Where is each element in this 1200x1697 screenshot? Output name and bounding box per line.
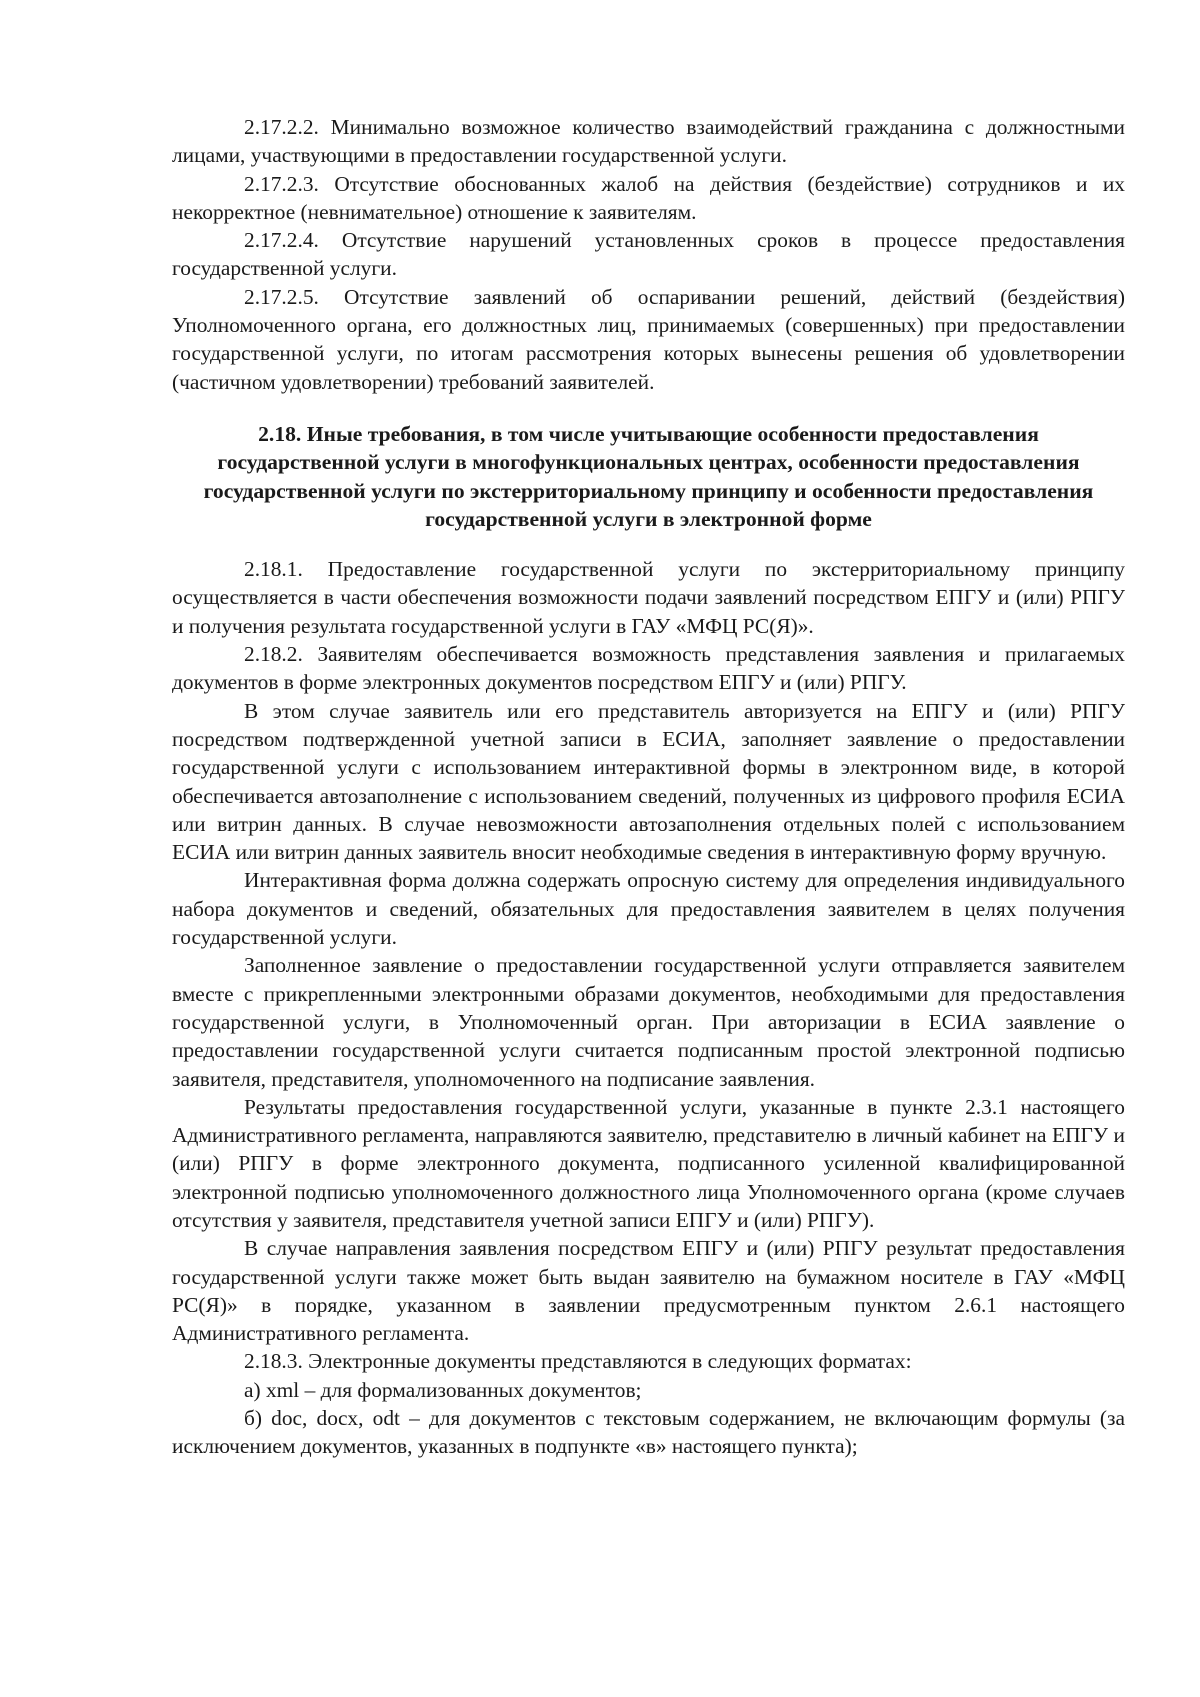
paragraph-2-17-2-5: 2.17.2.5. Отсутствие заявлений об оспаривании решений, действий (бездействия) Уполномоченного органа, его должностных лиц, принимаемых (совершенных) при предоставлении государственной услуги, по итогам рассмотрения которых вынесены решения об удовлетворении (частичном удовлетворении) требований заявителей. <box>172 284 1125 394</box>
section-heading-2-18: 2.18. Иные требования, в том числе учитывающие особенности предоставления государственной услуги в многофункциональных центрах, особенности предоставления государственной услуги по экстерриториальному принципу и особенности предоставления государственной услуги в электронной форме <box>203 421 1094 531</box>
paragraph-2-17-2-4: 2.17.2.4. Отсутствие нарушений установленных сроков в процессе предоставления государственной услуги. <box>172 228 1125 281</box>
paragraph-results: Результаты предоставления государственной услуги, указанные в пункте 2.3.1 настоящего Административного регламента, направляются заявителю, представителю в личный кабинет на ЕПГУ и (или) РПГУ в форме электронного документа, подписанного усиленной квалифицированной электронной подписью уполномоченного должностного лица Уполномоченного органа (кроме случаев отсутствия у заявителя, представителя учетной записи ЕПГУ и (или) РПГУ). <box>172 1094 1125 1232</box>
paragraph-2-18-1: 2.18.1. Предоставление государственной услуги по экстерриториальному принципу осуществляется в части обеспечения возможности подачи заявлений посредством ЕПГУ и (или) РПГУ и получения результата государственной услуги в ГАУ «МФЦ РС(Я)». <box>172 557 1125 638</box>
paragraph-interactive-form: Интерактивная форма должна содержать опросную систему для определения индивидуального набора документов и сведений, обязательных для предоставления заявителем в целях получения государственной услуги. <box>172 868 1125 950</box>
list-item-b: б) doc, docx, odt – для документов с текстовым содержанием, не включающим формулы (за исключением документов, указанных в подпункте «в» настоящего пункта); <box>172 1406 1125 1459</box>
paragraph-authorization: В этом случае заявитель или его представитель авторизуется на ЕПГУ и (или) РПГУ посредством подтвержденной учетной записи в ЕСИА, заполняет заявление о предоставлении государственной услуги с использованием интерактивной формы в электронном виде, в которой обеспечивается автозаполнение с использованием сведений, полученных из цифрового профиля ЕСИА или витрин данных. В случае невозможности автозаполнения отдельных полей с использованием ЕСИА или витрин данных заявитель вносит необходимые сведения в интерактивную форму вручную. <box>172 698 1125 865</box>
paragraph-paper-result: В случае направления заявления посредством ЕПГУ и (или) РПГУ результат предоставления государственной услуги также может быть выдан заявителю на бумажном носителе в ГАУ «МФЦ РС(Я)» в порядке, указанном в заявлении предусмотренным пунктом 2.6.1 настоящего Административного регламента. <box>172 1236 1125 1346</box>
paragraph-2-17-2-3: 2.17.2.3. Отсутствие обоснованных жалоб на действия (бездействие) сотрудников и их некорректное (невнимательное) отношение к заявителям. <box>172 171 1125 224</box>
document-page <box>172 113 1125 1461</box>
paragraph-2-18-3: 2.18.3. Электронные документы представляются в следующих форматах: <box>244 1349 912 1374</box>
list-item-a: а) xml – для формализованных документов; <box>244 1377 642 1402</box>
paragraph-submitted-application: Заполненное заявление о предоставлении государственной услуги отправляется заявителем вместе с прикрепленными электронными образами документов, необходимыми для предоставления государственной услуги, в Уполномоченный орган. При авторизации в ЕСИА заявление о предоставлении государственной услуги считается подписанным простой электронной подписью заявителя, представителя, уполномоченного на подписание заявления. <box>172 953 1125 1091</box>
paragraph-2-18-2: 2.18.2. Заявителям обеспечивается возможность представления заявления и прилагаемых документов в форме электронных документов посредством ЕПГУ и (или) РПГУ. <box>172 642 1125 695</box>
paragraph-2-17-2-2: 2.17.2.2. Минимально возможное количество взаимодействий гражданина с должностными лицами, участвующими в предоставлении государственной услуги. <box>172 115 1125 168</box>
